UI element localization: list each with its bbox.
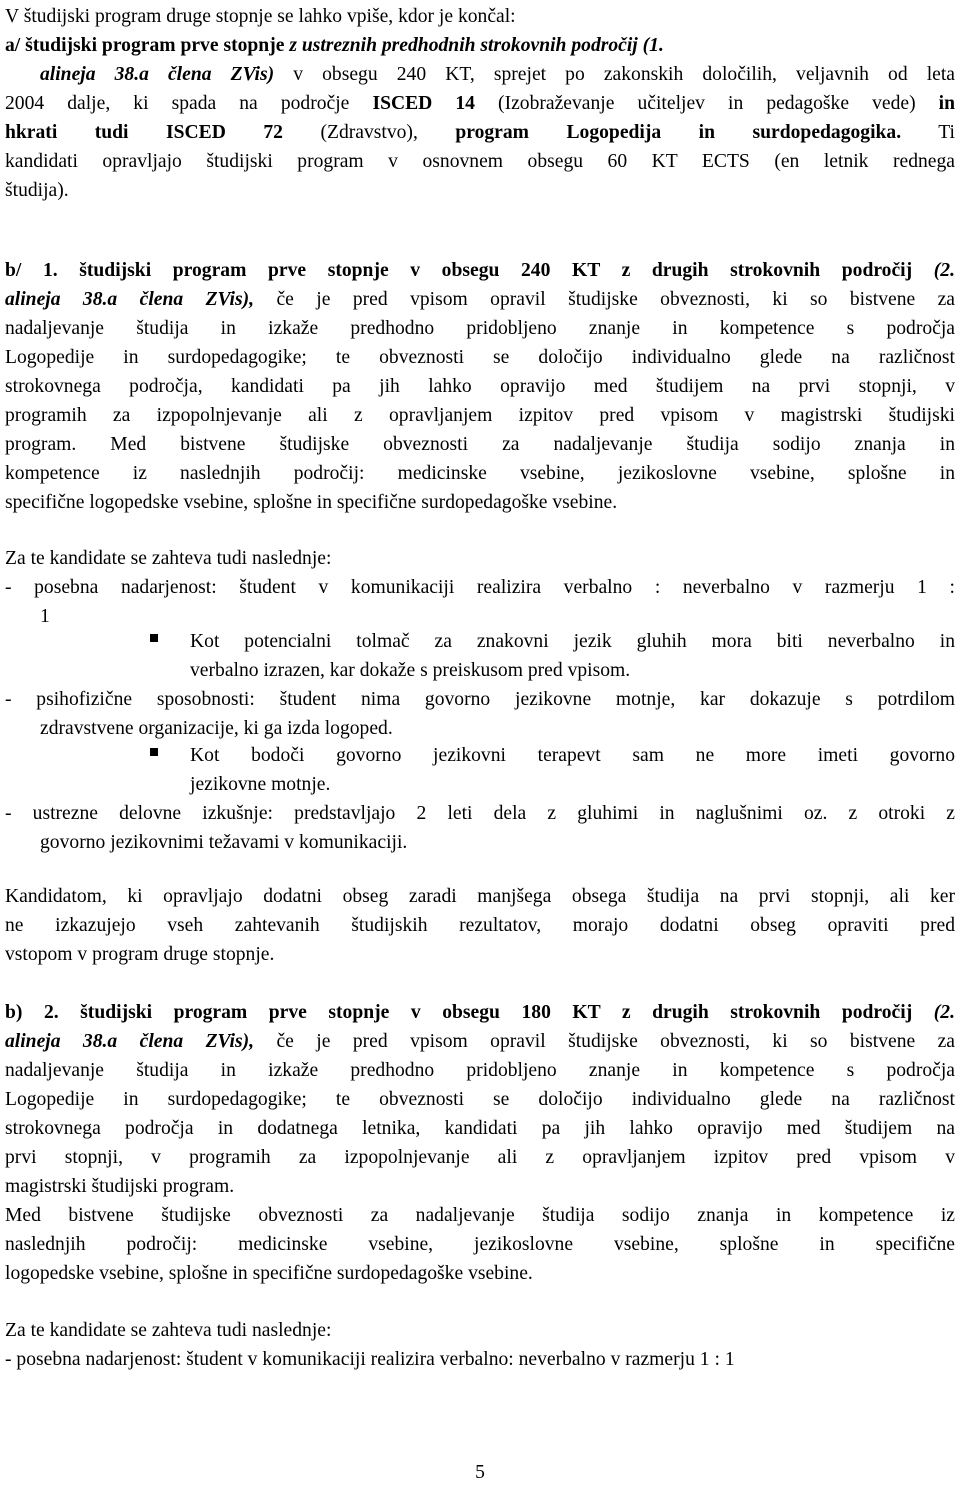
text-line: magistrski študijski program. xyxy=(5,1176,235,1197)
text-line: kompetence iz naslednjih področij: medicinske vsebine, jezikoslovne vsebine, splošne in xyxy=(5,463,955,484)
requirement-item: - posebna nadarjenost: študent v komunikaciji realizira verbalno : neverbalno v razmerju 1 : xyxy=(5,577,955,598)
text-line: ne izkazujejo vseh zahtevanih študijskih rezultatov, morajo dodatni obseg opraviti pred xyxy=(5,915,955,936)
text-line: specifične logopedske vsebine, splošne in specifične surdopedagoške vsebine. xyxy=(5,492,618,513)
text-line: nadaljevanje študija in izkaže predhodno pridobljeno znanje in kompetence s področja xyxy=(5,1060,955,1081)
square-bullet-icon xyxy=(150,748,158,756)
requirement-item: - psihofizične sposobnosti: študent nima govorno jezikovne motnje, kar dokazuje s potrdilom xyxy=(5,689,955,710)
text-line: logopedske vsebine, splošne in specifične surdopedagoške vsebine. xyxy=(5,1263,533,1284)
requirement-item: - posebna nadarjenost: študent v komunikaciji realizira verbalno: neverbalno v razmerju 1 : 1 xyxy=(5,1349,735,1370)
requirements-heading: Za te kandidate se zahteva tudi naslednje: xyxy=(5,1320,332,1341)
text-line: hkrati tudi ISCED 72 (Zdravstvo), program Logopedija in surdopedagogika. Ti xyxy=(5,122,955,143)
text-line: prvi stopnji, v programih za izpopolnjevanje ali z opravljanjem izpitov pred vpisom v xyxy=(5,1147,955,1168)
text-line: naslednjih področij: medicinske vsebine, jezikoslovne vsebine, splošne in specifične xyxy=(5,1234,955,1255)
square-bullet-icon xyxy=(150,634,158,642)
text-line: Med bistvene študijske obveznosti za nadaljevanje študija sodijo znanja in kompetence iz xyxy=(5,1205,955,1226)
text-line: študija). xyxy=(5,180,69,201)
text-line: zdravstvene organizacije, ki ga izda logoped. xyxy=(40,718,393,739)
option-b2-heading: b) 2. študijski program prve stopnje v obsegu 180 KT z drugih strokovnih področij (2. xyxy=(5,1002,955,1023)
text-line: strokovnega področja, kandidati pa jih lahko opravijo med študijem na prvi stopnji, v xyxy=(5,376,955,397)
text-line: Logopedije in surdopedagogike; te obveznosti se določijo individualno glede na različnost xyxy=(5,347,955,368)
text-line: vstopom v program druge stopnje. xyxy=(5,944,275,965)
option-b1-heading: b/ 1. študijski program prve stopnje v obsegu 240 KT z drugih strokovnih področij (2. xyxy=(5,260,955,281)
bullet-item: Kot potencialni tolmač za znakovni jezik gluhih mora biti neverbalno in xyxy=(190,631,955,652)
text-line: alineja 38.a člena ZVis) v obsegu 240 KT, sprejet po zakonskih določilih, veljavnih od leta xyxy=(40,64,955,85)
text-line: Kandidatom, ki opravljajo dodatni obseg zaradi manjšega obsega študija na prvi stopnji, ali ker xyxy=(5,886,955,907)
text-line: 2004 dalje, ki spada na področje ISCED 14 (Izobraževanje učiteljev in pedagoške vede) in xyxy=(5,93,955,114)
text-line: programih za izpopolnjevanje ali z opravljanjem izpitov pred vpisom v magistrski študijski xyxy=(5,405,955,426)
text-line: govorno jezikovnimi težavami v komunikaciji. xyxy=(40,832,408,853)
text-line: kandidati opravljajo študijski program v osnovnem obsegu 60 KT ECTS (en letnik rednega xyxy=(5,151,955,172)
requirement-item: - ustrezne delovne izkušnje: predstavljajo 2 leti dela z gluhimi in naglušnimi oz. z otroki z xyxy=(5,803,955,824)
text-line: verbalno izrazen, kar dokaže s preiskusom pred vpisom. xyxy=(190,660,631,681)
text-line: program. Med bistvene študijske obveznosti za nadaljevanje študija sodijo znanja in xyxy=(5,434,955,455)
text-line: jezikovne motnje. xyxy=(190,774,331,795)
text-line: V študijski program druge stopnje se lahko vpiše, kdor je končal: xyxy=(5,6,516,27)
text-line: strokovnega področja in dodatnega letnika, kandidati pa jih lahko opravijo med študijem na xyxy=(5,1118,955,1139)
bullet-item: Kot bodoči govorno jezikovni terapevt sam ne more imeti govorno xyxy=(190,745,955,766)
text-line: nadaljevanje študija in izkaže predhodno pridobljeno znanje in kompetence s področja xyxy=(5,318,955,339)
text-line: alineja 38.a člena ZVis), če je pred vpisom opravil študijske obveznosti, ki so bistvene za xyxy=(5,289,955,310)
text-line: 1 xyxy=(40,606,50,627)
option-a-heading: a/ študijski program prve stopnje z ustreznih predhodnih strokovnih področij (1. xyxy=(5,35,664,56)
requirements-heading: Za te kandidate se zahteva tudi naslednje: xyxy=(5,548,332,569)
text-line: Logopedije in surdopedagogike; te obveznosti se določijo individualno glede na različnost xyxy=(5,1089,955,1110)
text-line: alineja 38.a člena ZVis), če je pred vpisom opravil študijske obveznosti, ki so bistvene za xyxy=(5,1031,955,1052)
page-number: 5 xyxy=(475,1462,485,1483)
